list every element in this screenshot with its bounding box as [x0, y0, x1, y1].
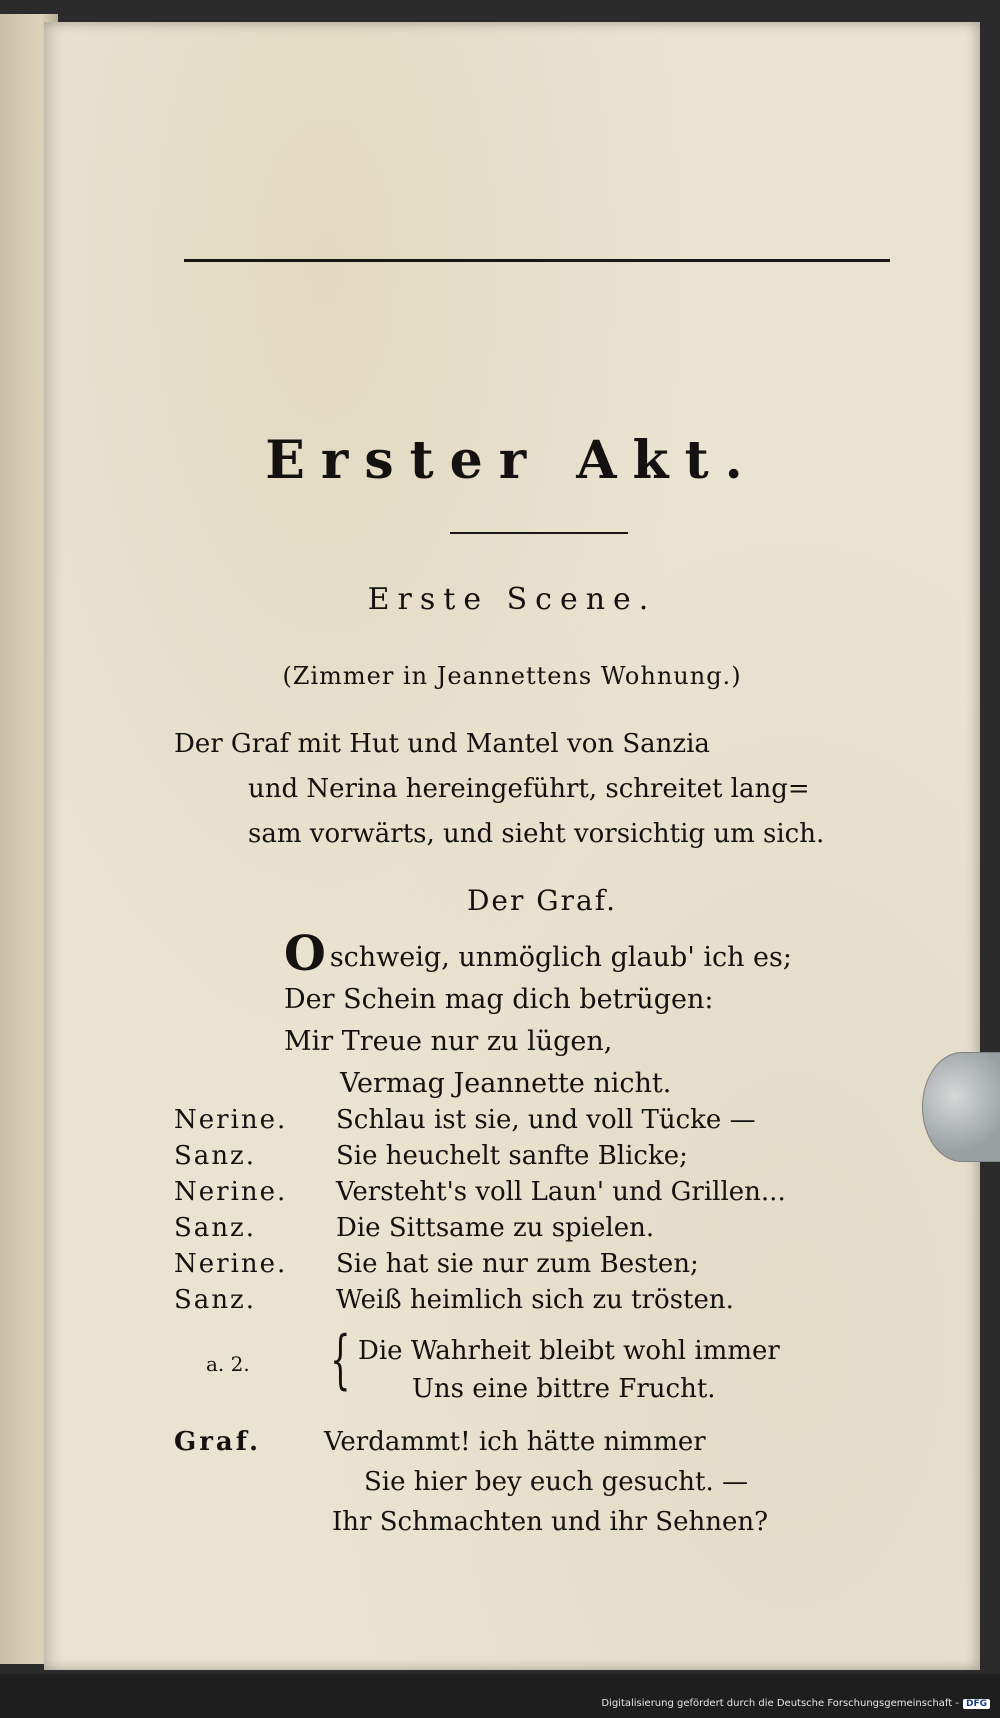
graf-line: Verdammt! ich hätte nimmer	[324, 1427, 706, 1457]
stage-line: und Nerina hereingeführt, schreitet lang=	[248, 774, 810, 804]
dialogue-text: Weiß heimlich sich zu trösten.	[336, 1285, 734, 1315]
graf-line: Ihr Schmachten und ihr Sehnen?	[332, 1507, 769, 1537]
dialogue-block	[174, 1102, 954, 1318]
dfg-logo: DFG	[963, 1699, 990, 1709]
speaker-name: Graf.	[174, 1427, 262, 1457]
stage-line: sam vorwärts, und sieht vorsichtig um sich.	[248, 819, 825, 849]
footer-credit-text: Digitalisierung gefördert durch die Deutsche Forschungsgemeinschaft -	[601, 1698, 959, 1709]
stage-line: Der Graf mit Hut und Mantel von Sanzia	[174, 729, 710, 759]
dialogue-text: Sie heuchelt sanfte Blicke;	[336, 1141, 688, 1171]
book-page	[44, 22, 980, 1670]
graf-line: Sie hier bey euch gesucht. —	[364, 1467, 749, 1497]
speaker-name: Sanz.	[174, 1141, 257, 1171]
graf-lines	[324, 1422, 768, 1542]
dialogue-row	[174, 1282, 954, 1318]
dialogue-text: Die Sittsame zu spielen.	[336, 1213, 655, 1243]
page-clip	[922, 1052, 1000, 1162]
verse-line	[284, 926, 944, 982]
dialogue-row	[174, 1174, 954, 1210]
stage-direction	[174, 722, 934, 857]
graf-speech	[174, 1422, 768, 1542]
dialogue-row	[174, 1210, 954, 1246]
bottom-bar	[0, 1674, 1000, 1718]
verse-line: Der Schein mag dich betrügen:	[284, 984, 714, 1015]
verse-line-text: schweig, unmöglich glaub' ich es;	[329, 942, 792, 973]
verse-line: Vermag Jeannette nicht.	[340, 1068, 672, 1099]
a2-lines	[358, 1332, 780, 1408]
dialogue-text: Sie hat sie nur zum Besten;	[336, 1249, 699, 1279]
speaker-name: Nerine.	[174, 1249, 288, 1279]
verse-line: Mir Treue nur zu lügen,	[284, 1026, 613, 1057]
curly-brace: {	[330, 1323, 351, 1397]
a2-line: Die Wahrheit bleibt wohl immer	[358, 1336, 780, 1366]
speaker-heading: Der Graf.	[466, 884, 617, 917]
graf-verse	[284, 926, 944, 1105]
dialogue-text: Schlau ist sie, und voll Tücke —	[336, 1105, 756, 1135]
speaker-name: Sanz.	[174, 1285, 257, 1315]
drop-initial: O	[284, 926, 326, 982]
dialogue-row	[174, 1246, 954, 1282]
dialogue-row	[174, 1138, 954, 1174]
title-divider	[450, 532, 628, 534]
header-rule	[184, 259, 890, 262]
dialogue-row	[174, 1102, 954, 1138]
dialogue-text: Versteht's voll Laun' und Grillen...	[336, 1177, 786, 1207]
speaker-name: Nerine.	[174, 1105, 288, 1135]
graf-row	[174, 1422, 768, 1542]
a2-label: a. 2.	[206, 1352, 250, 1376]
a2-line: Uns eine bittre Frucht.	[412, 1374, 716, 1404]
speaker-name: Sanz.	[174, 1213, 257, 1243]
scene-title: Erste Scene.	[367, 582, 657, 617]
scene-setting: (Zimmer in Jeannettens Wohnung.)	[282, 662, 742, 690]
footer-credit	[601, 1698, 990, 1709]
speaker-name: Nerine.	[174, 1177, 288, 1207]
act-title: Erster Akt.	[265, 430, 759, 491]
